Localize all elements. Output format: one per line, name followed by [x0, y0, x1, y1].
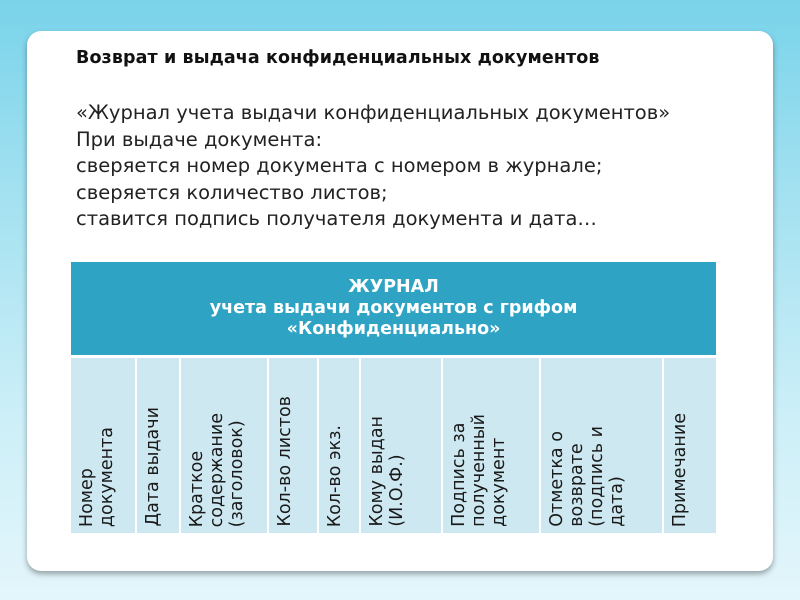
- journal-title-line-2: учета выдачи документов с грифом: [209, 298, 578, 318]
- column-header-copy-count: [318, 357, 360, 534]
- slide-body: [76, 100, 670, 233]
- journal-table: [71, 262, 716, 533]
- column-label: Кол-во листов: [275, 396, 295, 527]
- column-label: Кол-во экз.: [325, 424, 345, 527]
- body-line-check-sheets: сверяется количество листов;: [76, 180, 388, 204]
- column-header-issue-date: [136, 357, 180, 534]
- column-label: Номер документа: [77, 426, 117, 527]
- body-line-intro: При выдаче документа:: [76, 127, 323, 151]
- body-line-check-number: сверяется номер документа с номером в журнале;: [76, 154, 603, 177]
- column-header-doc-number: [71, 357, 136, 534]
- journal-title-line-1: ЖУРНАЛ: [348, 277, 439, 297]
- column-header-note: [663, 357, 716, 534]
- column-header-receipt-signature: [442, 357, 540, 534]
- column-label: Примечание: [670, 412, 690, 527]
- column-header-return-mark: [540, 357, 663, 534]
- column-label: Дата выдачи: [143, 407, 163, 527]
- journal-title-line-3: «Конфиденциально»: [286, 319, 501, 339]
- column-header-sheet-count: [268, 357, 318, 534]
- column-label: Краткое содержание (заголовок): [187, 412, 247, 527]
- column-header-summary: [180, 357, 268, 534]
- slide-heading: Возврат и выдача конфиденциальных документов: [76, 48, 600, 68]
- column-label: Подпись за полученный документ: [449, 414, 509, 527]
- body-line-signature: ставится подпись получателя документа и дата…: [76, 207, 597, 230]
- column-label: Кому выдан (И.О.Ф.): [367, 416, 407, 527]
- column-label: Отметка о возврате (подпись и дата): [547, 426, 627, 527]
- journal-title: [71, 262, 716, 357]
- body-line-journal-name: «Журнал учета выдачи конфиденциальных документов»: [76, 101, 671, 124]
- column-header-recipient: [360, 357, 442, 534]
